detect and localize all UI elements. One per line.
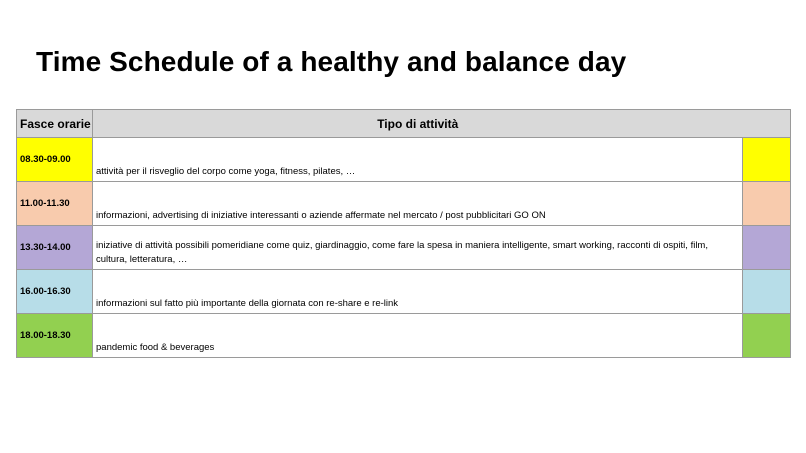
table-row — [17, 270, 791, 314]
header-activity-type: Tipo di attività — [93, 110, 743, 138]
page-title: Time Schedule of a healthy and balance day — [36, 46, 627, 77]
activity-cell: attività per il risveglio del corpo come yoga, fitness, pilates, … — [93, 138, 743, 182]
activity-cell: pandemic food & beverages — [93, 314, 743, 358]
time-slot-cell: 16.00-16.30 — [17, 270, 93, 314]
table-row — [17, 182, 791, 226]
time-slot-cell: 13.30-14.00 — [17, 226, 93, 270]
table-row — [17, 314, 791, 358]
color-swatch-cell — [743, 270, 791, 314]
activity-cell: iniziative di attività possibili pomeridiane come quiz, giardinaggio, come fare la spesa in maniera intelligente, smart working, racconti di ospiti, film, cultura, letteratura, … — [93, 226, 743, 270]
time-slot-cell: 08.30-09.00 — [17, 138, 93, 182]
activity-cell: informazioni sul fatto più importante della giornata con re-share e re-link — [93, 270, 743, 314]
time-slot-cell: 18.00-18.30 — [17, 314, 93, 358]
time-slot-cell: 11.00-11.30 — [17, 182, 93, 226]
activity-cell: informazioni, advertising di iniziative interessanti o aziende affermate nel mercato / post pubblicitari GO ON — [93, 182, 743, 226]
table-header-row — [17, 110, 791, 138]
color-swatch-cell — [743, 314, 791, 358]
header-color-column — [743, 110, 791, 138]
color-swatch-cell — [743, 182, 791, 226]
color-swatch-cell — [743, 226, 791, 270]
table-row — [17, 226, 791, 270]
header-time-slots: Fasce orarie — [17, 110, 93, 138]
schedule-table — [16, 109, 791, 358]
table-row — [17, 138, 791, 182]
color-swatch-cell — [743, 138, 791, 182]
